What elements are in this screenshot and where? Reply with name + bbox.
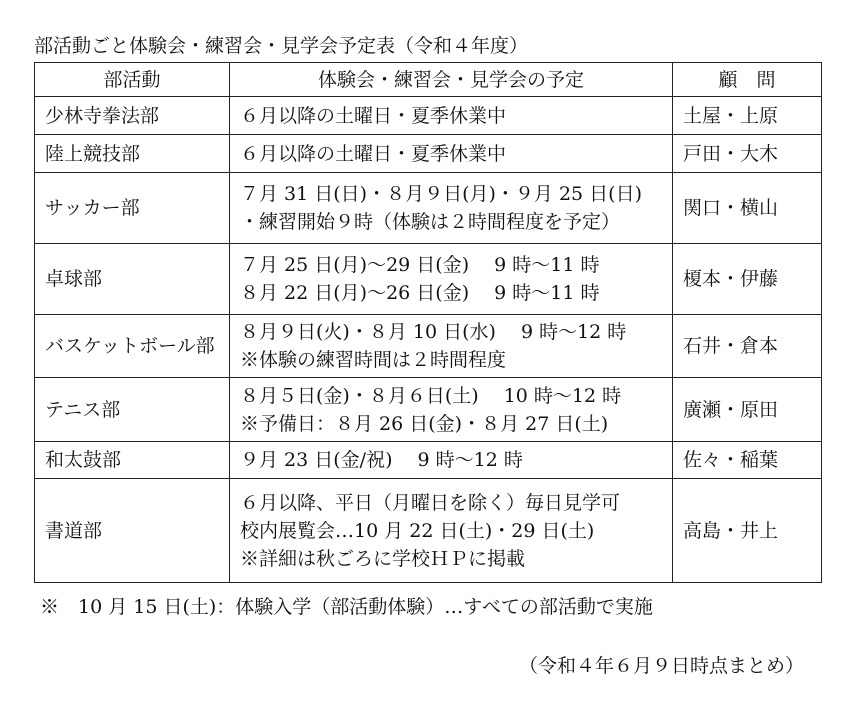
table-row — [35, 315, 822, 378]
plan-line: ６月以降、平日（月曜日を除く）毎日見学可 — [240, 491, 621, 514]
club-name: サッカー部 — [35, 173, 230, 244]
plan-line: 校内展覧会…10 月 22 日(土)・29 日(土) — [240, 519, 595, 542]
plan-cell — [230, 378, 673, 442]
advisor-name: 廣瀬・原田 — [673, 378, 822, 442]
plan-line: ７月 25 日(月)～29 日(金) 9 時～11 時 — [240, 254, 600, 276]
table-row — [35, 479, 822, 583]
plan-line: ８月 22 日(月)～26 日(金) 9 時～11 時 — [240, 282, 600, 304]
plan-line: ８月５日(金)・８月６日(土) 10 時～12 時 — [240, 384, 622, 407]
table-row — [35, 97, 822, 135]
header-advisor: 顧 問 — [673, 63, 822, 97]
table-row — [35, 442, 822, 479]
plan-line: ※詳細は秋ごろに学校ＨＰに掲載 — [240, 547, 526, 570]
table-row — [35, 244, 822, 315]
table-header-row — [35, 63, 822, 97]
footnote: ※ 10 月 15 日(土)：体験入学（部活動体験）…すべての部活動で実施 — [40, 596, 653, 618]
plan-cell — [230, 244, 673, 315]
plan-line: ９月 23 日(金/祝) 9 時～12 時 — [240, 449, 523, 471]
table-row — [35, 173, 822, 244]
advisor-name: 戸田・大木 — [673, 135, 822, 173]
schedule-table — [34, 62, 822, 583]
club-name: 書道部 — [35, 479, 230, 583]
plan-line: ※体験の練習時間は２時間程度 — [240, 349, 507, 371]
plan-line: ・練習開始９時（体験は２時間程度を予定） — [240, 211, 621, 233]
table-row — [35, 135, 822, 173]
advisor-name: 高島・井上 — [673, 479, 822, 583]
plan-cell — [230, 479, 673, 583]
plan-cell — [230, 173, 673, 244]
table-row — [35, 378, 822, 442]
advisor-name: 関口・横山 — [673, 173, 822, 244]
advisor-name: 佐々・稲葉 — [673, 442, 822, 479]
plan-line: ６月以降の土曜日・夏季休業中 — [240, 104, 507, 127]
header-club: 部活動 — [35, 63, 230, 97]
plan-cell — [230, 442, 673, 479]
plan-line: ８月９日(火)・８月 10 日(水) 9 時～12 時 — [240, 321, 627, 343]
plan-cell — [230, 97, 673, 135]
plan-cell — [230, 135, 673, 173]
advisor-name: 榎本・伊藤 — [673, 244, 822, 315]
club-name: 少林寺拳法部 — [35, 97, 230, 135]
document-title: 部活動ごと体験会・練習会・見学会予定表（令和４年度） — [34, 35, 529, 57]
header-plan: 体験会・練習会・見学会の予定 — [230, 63, 673, 97]
advisor-name: 石井・倉本 — [673, 315, 822, 378]
club-name: テニス部 — [35, 378, 230, 442]
plan-line: ※予備日：８月 26 日(金)・８月 27 日(土) — [240, 412, 609, 435]
plan-line: ７月 31 日(日)・８月９日(月)・９月 25 日(日) — [240, 183, 642, 205]
plan-line: ６月以降の土曜日・夏季休業中 — [240, 142, 507, 165]
club-name: バスケットボール部 — [35, 315, 230, 378]
club-name: 卓球部 — [35, 244, 230, 315]
club-name: 和太鼓部 — [35, 442, 230, 479]
club-name: 陸上競技部 — [35, 135, 230, 173]
plan-cell — [230, 315, 673, 378]
summary-date: （令和４年６月９日時点まとめ） — [518, 655, 804, 677]
advisor-name: 土屋・上原 — [673, 97, 822, 135]
